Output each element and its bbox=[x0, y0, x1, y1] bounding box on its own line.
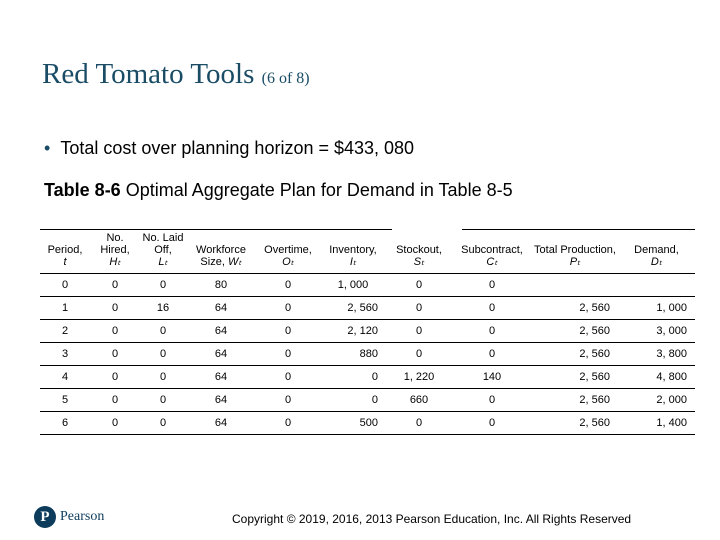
column-header-label: Stockout, bbox=[396, 244, 442, 256]
table-cell: 0 bbox=[320, 389, 386, 412]
table-caption-text: Optimal Aggregate Plan for Demand in Table 8-5 bbox=[120, 180, 513, 200]
slide-title bbox=[42, 58, 310, 91]
table-cell: 3 bbox=[40, 343, 90, 366]
column-header-label: No. Hired, bbox=[100, 232, 130, 256]
aggregate-plan-table bbox=[40, 232, 695, 435]
column-header-variable: Wₜ bbox=[227, 256, 242, 268]
table-cell: 0 bbox=[386, 297, 452, 320]
table-cell: 0 bbox=[452, 320, 532, 343]
table-cell: 0 bbox=[256, 297, 320, 320]
table-cell: 4, 800 bbox=[618, 366, 695, 389]
table-cell: 880 bbox=[320, 343, 386, 366]
table-cell: 4 bbox=[40, 366, 90, 389]
table-cell: 0 bbox=[256, 366, 320, 389]
table-cell: 0 bbox=[140, 366, 186, 389]
table-cell: 64 bbox=[186, 366, 256, 389]
table-header-row bbox=[40, 232, 695, 274]
column-header-variable: Hₜ bbox=[109, 256, 121, 268]
column-header-variable: t bbox=[63, 256, 67, 268]
column-header-variable: Sₜ bbox=[413, 256, 425, 268]
table-row bbox=[40, 297, 695, 320]
table-cell: 0 bbox=[386, 320, 452, 343]
table-cell bbox=[532, 274, 618, 297]
table-cell: 140 bbox=[452, 366, 532, 389]
column-header-label: Inventory, bbox=[329, 244, 377, 256]
table-cell: 64 bbox=[186, 389, 256, 412]
table-cell: 1, 000 bbox=[618, 297, 695, 320]
table-cell: 2, 560 bbox=[532, 412, 618, 435]
title-text: Red Tomato Tools bbox=[42, 58, 255, 90]
table-cell: 0 bbox=[256, 343, 320, 366]
table-cell: 0 bbox=[386, 343, 452, 366]
column-header bbox=[320, 232, 386, 274]
table-cell: 2 bbox=[40, 320, 90, 343]
table-cell: 2, 560 bbox=[532, 343, 618, 366]
table-cell: 0 bbox=[40, 274, 90, 297]
table-cell: 2, 560 bbox=[532, 389, 618, 412]
column-header bbox=[532, 232, 618, 274]
table-cell: 0 bbox=[140, 343, 186, 366]
table-cell: 0 bbox=[140, 389, 186, 412]
table-cell: 16 bbox=[140, 297, 186, 320]
table-cell: 0 bbox=[452, 389, 532, 412]
column-header bbox=[140, 232, 186, 274]
table-cell: 1, 000 bbox=[320, 274, 386, 297]
bullet-dot-icon: • bbox=[44, 138, 51, 158]
table-cell: 64 bbox=[186, 343, 256, 366]
pearson-logo-text: Pearson bbox=[60, 509, 105, 524]
table-cell: 0 bbox=[256, 320, 320, 343]
table-cell: 64 bbox=[186, 297, 256, 320]
table-cell: 64 bbox=[186, 320, 256, 343]
table-cell: 0 bbox=[140, 274, 186, 297]
table-caption-label: Table 8-6 bbox=[44, 180, 121, 200]
column-header-variable: Oₜ bbox=[282, 256, 294, 268]
table-cell: 660 bbox=[386, 389, 452, 412]
table-row bbox=[40, 274, 695, 297]
table-cell: 5 bbox=[40, 389, 90, 412]
table-cell: 0 bbox=[90, 274, 140, 297]
table-cell: 0 bbox=[452, 412, 532, 435]
table-cell: 1, 400 bbox=[618, 412, 695, 435]
table-row bbox=[40, 366, 695, 389]
table-top-rule-right bbox=[462, 229, 695, 230]
column-header bbox=[186, 232, 256, 274]
bullet-text: Total cost over planning horizon = $433, 080 bbox=[60, 138, 415, 158]
table-cell: 500 bbox=[320, 412, 386, 435]
table-cell: 0 bbox=[386, 412, 452, 435]
table-cell: 0 bbox=[320, 366, 386, 389]
table-top-rule-left bbox=[40, 229, 392, 230]
table-cell: 0 bbox=[256, 274, 320, 297]
column-header-label: Period, bbox=[47, 244, 83, 256]
table-cell: 0 bbox=[256, 389, 320, 412]
table-cell: 3, 800 bbox=[618, 343, 695, 366]
table-row bbox=[40, 412, 695, 435]
column-header-variable: Lₜ bbox=[158, 256, 168, 268]
table-row bbox=[40, 389, 695, 412]
table-cell: 0 bbox=[90, 320, 140, 343]
column-header-variable: Cₜ bbox=[486, 256, 498, 268]
table-cell: 2, 000 bbox=[618, 389, 695, 412]
column-header-label: Subcontract, bbox=[461, 244, 523, 256]
table-cell: 2, 560 bbox=[320, 297, 386, 320]
title-suffix: (6 of 8) bbox=[261, 70, 310, 87]
column-header-label: Overtime, bbox=[264, 244, 312, 256]
table-cell: 0 bbox=[140, 320, 186, 343]
table-cell: 1 bbox=[40, 297, 90, 320]
table-row bbox=[40, 320, 695, 343]
table-cell: 6 bbox=[40, 412, 90, 435]
column-header-label: Total Production, bbox=[534, 244, 616, 256]
table-row bbox=[40, 343, 695, 366]
table-cell: 1, 220 bbox=[386, 366, 452, 389]
table-cell: 0 bbox=[90, 412, 140, 435]
table-cell: 2, 560 bbox=[532, 320, 618, 343]
bullet-point bbox=[44, 138, 414, 159]
table-cell: 64 bbox=[186, 412, 256, 435]
table-cell: 0 bbox=[452, 274, 532, 297]
column-header bbox=[40, 232, 90, 274]
column-header-label: Demand, bbox=[634, 244, 679, 256]
table-cell: 2, 560 bbox=[532, 297, 618, 320]
table-cell: 80 bbox=[186, 274, 256, 297]
table-cell: 0 bbox=[90, 366, 140, 389]
column-header bbox=[618, 232, 695, 274]
column-header bbox=[452, 232, 532, 274]
table-caption bbox=[44, 180, 513, 201]
table-cell: 0 bbox=[140, 412, 186, 435]
column-header bbox=[90, 232, 140, 274]
pearson-logo-icon: P bbox=[34, 506, 56, 528]
table-cell: 2, 560 bbox=[532, 366, 618, 389]
table-cell: 0 bbox=[90, 389, 140, 412]
column-header-variable: Pₜ bbox=[569, 256, 581, 268]
column-header-variable: Iₜ bbox=[349, 256, 357, 268]
copyright-footer: Copyright © 2019, 2016, 2013 Pearson Education, Inc. All Rights Reserved bbox=[232, 512, 632, 526]
table-cell: 0 bbox=[452, 343, 532, 366]
table-cell: 3, 000 bbox=[618, 320, 695, 343]
column-header-label: No. Laid Off, bbox=[142, 232, 184, 256]
table-cell: 0 bbox=[256, 412, 320, 435]
column-header-label: Workforce Size, bbox=[196, 244, 246, 268]
table-cell: 0 bbox=[386, 274, 452, 297]
table-cell: 0 bbox=[452, 297, 532, 320]
table-cell: 0 bbox=[90, 297, 140, 320]
table-cell bbox=[618, 274, 695, 297]
column-header bbox=[256, 232, 320, 274]
column-header bbox=[386, 232, 452, 274]
table-cell: 2, 120 bbox=[320, 320, 386, 343]
table-body bbox=[40, 274, 695, 435]
table-cell: 0 bbox=[90, 343, 140, 366]
pearson-logo bbox=[34, 506, 104, 528]
column-header-variable: Dₜ bbox=[650, 256, 663, 268]
